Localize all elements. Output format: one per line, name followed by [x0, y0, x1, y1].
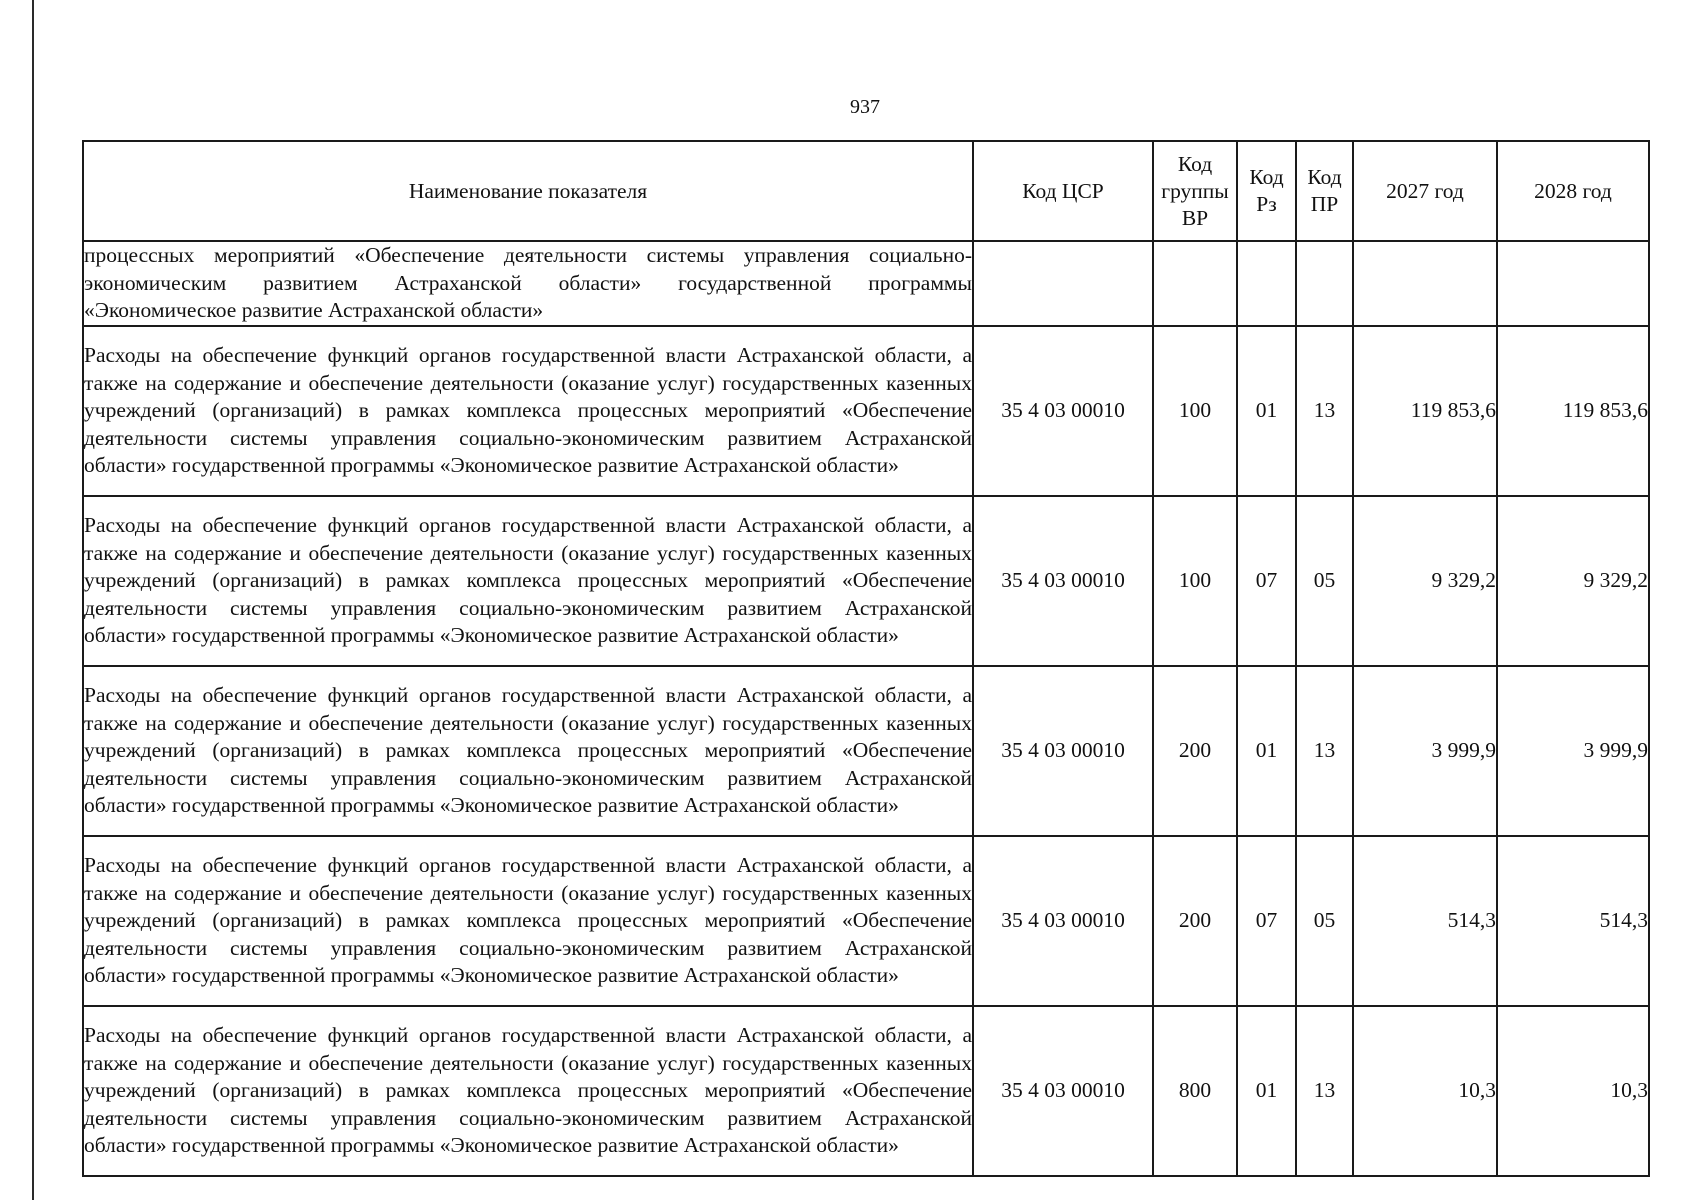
table-header-row: [83, 141, 1649, 241]
cell-rz: 01: [1237, 326, 1296, 496]
table-row: [83, 326, 1649, 496]
cell-2028: 119 853,6: [1497, 326, 1649, 496]
cell-name: Расходы на обеспечение функций органов государственной власти Астраханской области, а также на содержание и обеспечение деятельности (оказание услуг) государственных казенных учреждений (организаций) в рамках комплекса процессных мероприятий «Обеспечение деятельности системы управления социально-экономическим развитием Астраханской области» государственной программы «Экономическое развитие Астраханской области»: [83, 1006, 973, 1176]
header-rz: Код Рз: [1237, 141, 1296, 241]
cell-2028: 3 999,9: [1497, 666, 1649, 836]
cell-2027: 10,3: [1353, 1006, 1497, 1176]
cell-vr: 200: [1153, 666, 1237, 836]
cell-name: процессных мероприятий «Обеспечение деятельности системы управления социально-экономическим развитием Астраханской области» государственной программы «Экономическое развитие Астраханской области»: [83, 241, 973, 326]
budget-table: [82, 140, 1650, 1177]
cell-2028: 10,3: [1497, 1006, 1649, 1176]
header-csr: Код ЦСР: [973, 141, 1153, 241]
cell-2027: 119 853,6: [1353, 326, 1497, 496]
cell-rz: [1237, 241, 1296, 326]
cell-rz: 01: [1237, 666, 1296, 836]
cell-pr: [1296, 241, 1353, 326]
cell-csr: [973, 241, 1153, 326]
cell-2027: [1353, 241, 1497, 326]
page-number: 937: [850, 96, 880, 118]
cell-vr: [1153, 241, 1237, 326]
cell-name: Расходы на обеспечение функций органов государственной власти Астраханской области, а также на содержание и обеспечение деятельности (оказание услуг) государственных казенных учреждений (организаций) в рамках комплекса процессных мероприятий «Обеспечение деятельности системы управления социально-экономическим развитием Астраханской области» государственной программы «Экономическое развитие Астраханской области»: [83, 836, 973, 1006]
header-2027: 2027 год: [1353, 141, 1497, 241]
cell-rz: 01: [1237, 1006, 1296, 1176]
cell-vr: 100: [1153, 326, 1237, 496]
cell-2027: 9 329,2: [1353, 496, 1497, 666]
cell-csr: 35 4 03 00010: [973, 666, 1153, 836]
cell-csr: 35 4 03 00010: [973, 326, 1153, 496]
table-row: [83, 836, 1649, 1006]
table-row-continuation: [83, 241, 1649, 326]
cell-2028: 514,3: [1497, 836, 1649, 1006]
binding-margin-line: [32, 0, 34, 1200]
cell-csr: 35 4 03 00010: [973, 496, 1153, 666]
cell-vr: 800: [1153, 1006, 1237, 1176]
cell-pr: 05: [1296, 496, 1353, 666]
cell-pr: 05: [1296, 836, 1353, 1006]
cell-csr: 35 4 03 00010: [973, 1006, 1153, 1176]
cell-csr: 35 4 03 00010: [973, 836, 1153, 1006]
cell-name: Расходы на обеспечение функций органов государственной власти Астраханской области, а также на содержание и обеспечение деятельности (оказание услуг) государственных казенных учреждений (организаций) в рамках комплекса процессных мероприятий «Обеспечение деятельности системы управления социально-экономическим развитием Астраханской области» государственной программы «Экономическое развитие Астраханской области»: [83, 326, 973, 496]
table-row: [83, 1006, 1649, 1176]
table-row: [83, 496, 1649, 666]
cell-name: Расходы на обеспечение функций органов государственной власти Астраханской области, а также на содержание и обеспечение деятельности (оказание услуг) государственных казенных учреждений (организаций) в рамках комплекса процессных мероприятий «Обеспечение деятельности системы управления социально-экономическим развитием Астраханской области» государственной программы «Экономическое развитие Астраханской области»: [83, 666, 973, 836]
cell-2027: 3 999,9: [1353, 666, 1497, 836]
cell-name: Расходы на обеспечение функций органов государственной власти Астраханской области, а также на содержание и обеспечение деятельности (оказание услуг) государственных казенных учреждений (организаций) в рамках комплекса процессных мероприятий «Обеспечение деятельности системы управления социально-экономическим развитием Астраханской области» государственной программы «Экономическое развитие Астраханской области»: [83, 496, 973, 666]
cell-pr: 13: [1296, 1006, 1353, 1176]
cell-pr: 13: [1296, 666, 1353, 836]
cell-2028: [1497, 241, 1649, 326]
cell-2028: 9 329,2: [1497, 496, 1649, 666]
cell-rz: 07: [1237, 836, 1296, 1006]
cell-vr: 200: [1153, 836, 1237, 1006]
cell-rz: 07: [1237, 496, 1296, 666]
table-row: [83, 666, 1649, 836]
header-pr: Код ПР: [1296, 141, 1353, 241]
header-2028: 2028 год: [1497, 141, 1649, 241]
cell-2027: 514,3: [1353, 836, 1497, 1006]
cell-vr: 100: [1153, 496, 1237, 666]
header-name: Наименование показателя: [83, 141, 973, 241]
cell-pr: 13: [1296, 326, 1353, 496]
header-vr: Код группы ВР: [1153, 141, 1237, 241]
